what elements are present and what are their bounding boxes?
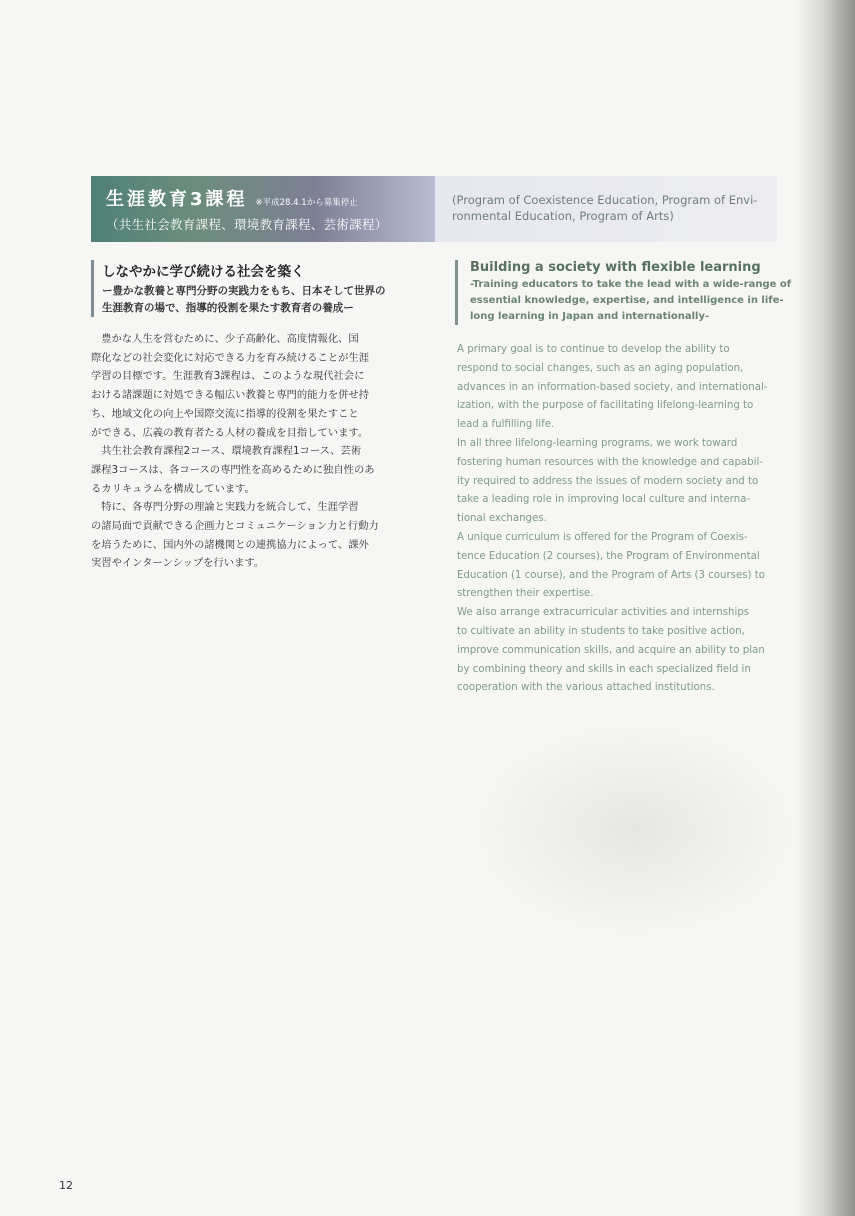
paper-smudge <box>470 720 800 940</box>
en-body-line: A primary goal is to continue to develop the ability to <box>457 344 730 355</box>
en-body-line: advances in an information-based society, and international- <box>457 381 768 393</box>
en-body-line: tional exchanges. <box>457 513 547 525</box>
en-subheading-line: long learning in Japan and internationally- <box>470 311 710 322</box>
jp-paragraph <box>91 442 417 498</box>
jp-suspension-note: ※平成28.4.1から募集停止 <box>255 198 358 208</box>
jp-body-line: 学習の目標です。生涯教育3課程は、このような現代社会に <box>91 370 365 383</box>
jp-paragraph <box>91 330 417 442</box>
page-number: 12 <box>59 1179 73 1192</box>
en-body-line: In all three lifelong-learning programs, we work toward <box>457 437 738 449</box>
jp-body-line: を培うために、国内外の諸機関との連携協力によって、課外 <box>91 538 369 551</box>
en-body-line: tence Education (2 courses), the Program of Environmental <box>457 550 760 562</box>
jp-heading: しなやかに学び続ける社会を築く <box>102 264 305 280</box>
en-body-line: Education (1 course), and the Program of Arts (3 courses) to <box>457 569 765 581</box>
en-body-line: We also arrange extracurricular activities and internships <box>457 607 750 619</box>
en-body-line: take a leading role in improving local culture and interna- <box>457 494 751 506</box>
en-subheading-line: essential knowledge, expertise, and intelligence in life- <box>470 295 784 306</box>
en-subheading <box>470 277 800 325</box>
en-body-line: A unique curriculum is offered for the Program of Coexis- <box>457 531 748 543</box>
jp-section-header <box>91 176 435 242</box>
jp-body-line: ち、地域文化の向上や国際交流に指導的役割を果たすこと <box>91 407 359 420</box>
jp-subheading <box>102 283 432 317</box>
jp-body-line: るカリキュラムを構成しています。 <box>91 482 255 495</box>
en-body-line: cooperation with the various attached institutions. <box>457 682 715 694</box>
jp-heading-block <box>91 260 432 317</box>
en-body-text <box>457 341 787 698</box>
en-heading: Building a society with flexible learning <box>470 260 761 275</box>
en-body-line: fostering human resources with the knowledge and capabil- <box>457 456 763 468</box>
en-paragraph <box>457 341 787 435</box>
jp-section-subtitle: （共生社会教育課程、環境教育課程、芸術課程） <box>106 217 388 232</box>
en-body-line: respond to social changes, such as an aging population, <box>457 362 744 374</box>
en-body-line: by combining theory and skills in each specialized field in <box>457 663 751 675</box>
en-section-header <box>435 176 777 242</box>
jp-body-line: 課程3コースは、各コースの専門性を高めるために独自性のあ <box>91 463 375 476</box>
en-body-line: to cultivate an ability in students to take positive action, <box>457 625 745 637</box>
jp-body-text <box>91 330 417 573</box>
en-heading-block <box>455 260 800 325</box>
jp-body-line: おける諸課題に対処できる幅広い教養と専門的能力を併せ持 <box>91 389 370 402</box>
jp-subheading-line: 生涯教育の場で、指導的役割を果たす教育者の養成ー <box>102 302 354 314</box>
jp-subheading-line: ー豊かな教養と専門分野の実践力をもち、日本そして世界の <box>102 285 386 297</box>
en-body-line: ity required to address the issues of modern society and to <box>457 475 759 487</box>
jp-paragraph <box>91 498 417 573</box>
jp-body-line: 実習やインターンシップを行います。 <box>91 557 265 570</box>
jp-body-line: の諸局面で貢献できる企画力とコミュニケーション力と行動力 <box>91 520 379 533</box>
en-paragraph <box>457 529 787 604</box>
en-body-line: improve communication skills, and acquire an ability to plan <box>457 644 765 656</box>
jp-title-row <box>106 185 435 211</box>
jp-body-line: 豊かな人生を営むために、少子高齢化、高度情報化、国 <box>91 333 359 345</box>
en-body-line: strengthen their expertise. <box>457 588 594 600</box>
jp-body-line: 共生社会教育課程2コース、環境教育課程1コース、芸術 <box>91 445 362 458</box>
en-paragraph <box>457 604 787 698</box>
jp-section-title: 生涯教育3課程 <box>106 189 248 210</box>
en-subtitle-line: (Program of Coexistence Education, Program of Envi- <box>452 193 758 207</box>
en-subheading-line: -Training educators to take the lead with a wide-range of <box>470 279 792 290</box>
en-body-line: lead a fulfilling life. <box>457 419 555 431</box>
jp-body-line: 際化などの社会変化に対応できる力を育み続けることが生涯 <box>91 351 370 364</box>
jp-body-line: 特に、各専門分野の理論と実践力を統合して、生涯学習 <box>91 501 359 514</box>
page-binding-shadow <box>795 0 855 1216</box>
en-subtitle-line: ronmental Education, Program of Arts) <box>452 209 674 223</box>
en-body-line: ization, with the purpose of facilitating lifelong-learning to <box>457 400 754 412</box>
en-paragraph <box>457 435 787 529</box>
jp-body-line: ができる、広義の教育者たる人材の養成を目指しています。 <box>91 426 369 439</box>
